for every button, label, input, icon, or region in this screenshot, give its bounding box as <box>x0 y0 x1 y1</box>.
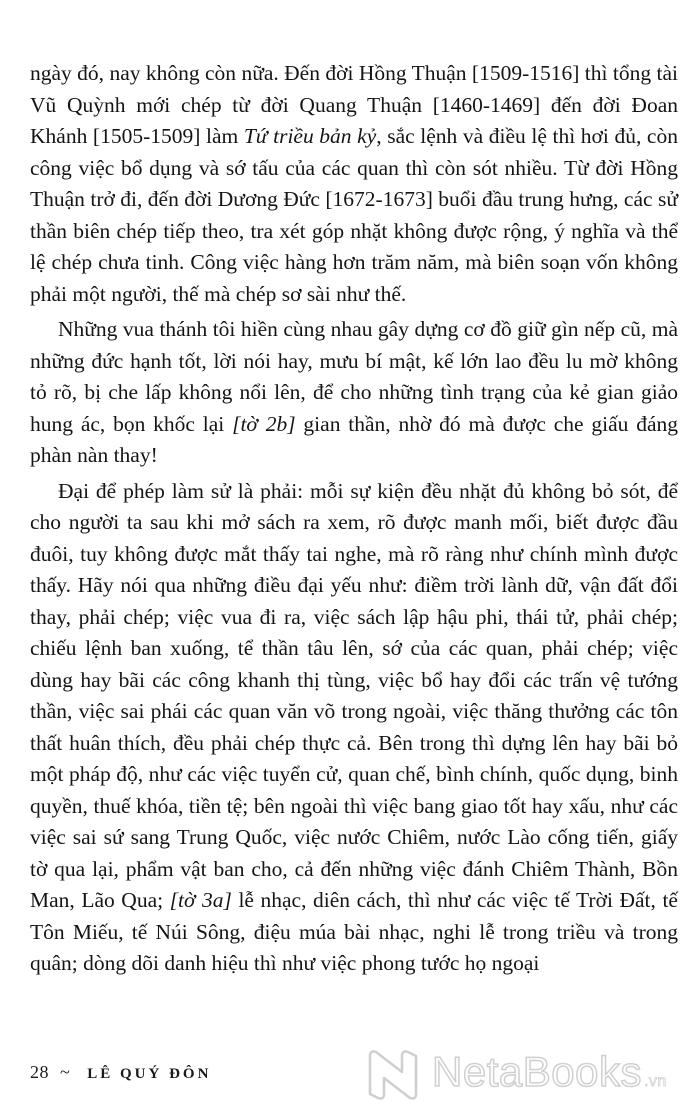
author-name: LÊ QUÝ ĐÔN <box>87 1066 212 1082</box>
netabooks-logo-icon <box>362 1042 424 1104</box>
italic-segment: [tờ 3a] <box>169 888 232 912</box>
italic-segment: [tờ 2b] <box>232 411 296 436</box>
text-segment: ngày đó, nay không còn nữa. Đến đời Hồng Thuận [1509-1516] thì tổng tài Vũ Quỳnh mới chép từ đời Quang Thuận [1460-1469] đến đời Đoan Khánh [1505-1509] làm <box>30 61 678 148</box>
paragraph-2 <box>30 314 678 472</box>
paragraph-3 <box>30 476 678 980</box>
body-text <box>30 58 678 984</box>
text-segment: gian thần, nhờ đó mà được che giấu đáng phàn nàn thay! <box>30 411 678 467</box>
text-segment: Những vua thánh tôi hiền cùng nhau gây dựng cơ đồ giữ gìn nếp cũ, mà những đức hạnh tốt, lời nói hay, mưu bí mật, kế lớn lao đều lu mờ không tỏ rõ, bị che lấp không nổi lên, để cho những tình trạng của kẻ gian giảo hung ác, bọn khốc lại <box>30 317 678 436</box>
paragraph-1 <box>30 58 678 310</box>
text-segment: Đại để phép làm sử là phải: mỗi sự kiện đều nhặt đủ không bỏ sót, để cho người ta sau khi mở sách ra xem, rõ được manh mối, biết được đầu đuôi, tuy không được mắt thấy tai nghe, mà rõ ràng như chính mình được thấy. Hãy nói qua những điều đại yếu như: điềm trời lành dữ, vận đất đổi thay, phải chép; việc vua đi ra, việc sách lập hậu phi, thái tử, phải chép; chiếu lệnh ban xuống, tể thần tâu lên, sớ của các quan, phải chép; việc dùng hay bãi các công khanh thị tùng, việc bổ hay đổi các trấn vệ tướng thần, việc sai phái các quan văn võ trong ngoài, việc thăng thưởng các tôn thất huân thích, đều phải chép thực cả. Bên trong thì dựng lên hay bãi bỏ một pháp độ, như các việc tuyển cử, quan chế, bình chính, quốc dụng, binh quyền, thuế khóa, tiền tệ; bên ngoài thì việc bang giao tốt hay xấu, như các việc sai sứ sang Trung Quốc, việc nước Chiêm, nước Lào cống tiến, giấy tờ qua lại, phẩm vật ban cho, cả đến những việc đánh Chiêm Thành, Bồn Man, Lão Qua; <box>30 478 678 912</box>
watermark-text <box>432 1048 667 1096</box>
watermark-brand: NetaBooks <box>432 1048 642 1095</box>
netabooks-watermark <box>362 1040 692 1104</box>
text-segment: lễ nhạc, diên cách, thì như các việc tế Trời Đất, tế Tôn Miếu, tế Núi Sông, điệu múa bài nhạc, nghi lễ trong triều và trong quân; dòng dõi danh hiệu thì như việc phong tước họ ngoại <box>30 888 678 975</box>
footer-separator: ~ <box>60 1062 71 1082</box>
italic-segment: Tứ triều bản kỷ <box>243 124 377 148</box>
page-footer <box>30 1062 211 1083</box>
page-number: 28 <box>30 1062 49 1082</box>
text-segment: , sắc lệnh và điều lệ thì hơi đủ, còn công việc bổ dụng và sớ tấu của các quan thì còn sót nhiều. Từ đời Hồng Thuận trở đi, đến đời Dương Đức [1672-1673] buổi đầu trung hưng, các sử thần biên chép tiếp theo, tra xét góp nhặt không được rộng, ý nghĩa và thể lệ chép chưa tinh. Công việc hàng hơn trăm năm, mà biên soạn vốn không phải một người, thế mà chép sơ sài như thế. <box>30 124 678 306</box>
watermark-suffix: .vn <box>643 1073 667 1090</box>
